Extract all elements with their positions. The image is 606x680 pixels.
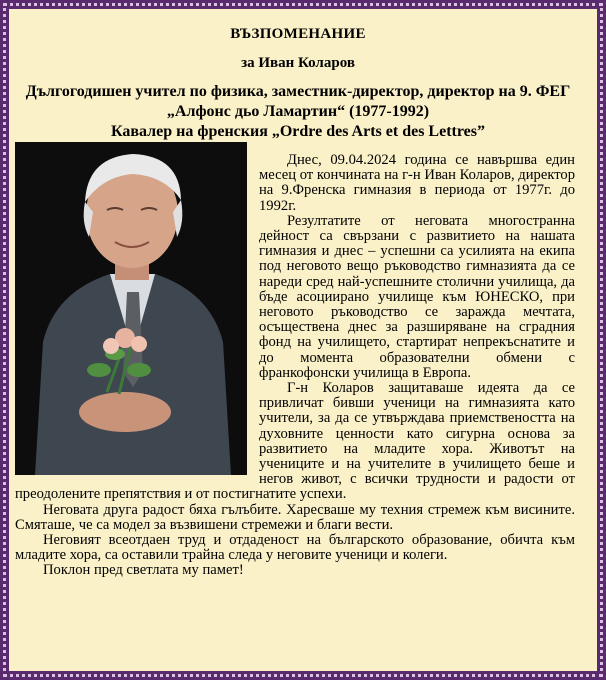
- paragraph-2: Резултатите от неговата многостранна дейност са свързани с развитието на нашата гимназия и днес – успешни са усилията на екипа под неговото вещо ръководство гимназията да се нареди сред най-успешните столични училища, да бъде асоциирано училище към ЮНЕСКО, при неговото ръководство се заражда мечтата, осъществена днес за разширяване на сградния фонд на училището, стартират непрекъснатите и до момента образователни обмени с франкофонски училища в Европа.: [259, 212, 575, 381]
- memorial-subtitle: за Иван Коларов: [241, 55, 355, 71]
- paragraph-6: Поклон пред светлата му памет!: [43, 562, 244, 579]
- memorial-title: ВЪЗПОМЕНАНИЕ: [230, 26, 366, 42]
- memorial-role-line: Дългогодишен учител по физика, заместник-директор, директор на 9. ФЕГ „Алфонс дьо Ламартин“ (1977-1992): [25, 83, 571, 120]
- memorial-award-line: Кавалер на френския „Ordre des Arts et des Lettres”: [111, 123, 485, 140]
- memorial-text: [15, 153, 575, 579]
- paragraph-3: Г-н Коларов защитаваше идеята да се привличат бивши ученици на гимназията като учители, за да се утвърждава приемствеността на духовните ценности като сигурна основа за развитието на младите хора. Животът на учениците и на учителите в училището беше и негов живот, с всички трудности и радости от преодолените препятствия и от постигнатите успехи.: [15, 380, 575, 503]
- memorial-content: [12, 10, 584, 142]
- paragraph-5: Неговият всеотдаен труд и отдаденост на българското образование, обичта към младите хора, са оставили трайна следа у неговите ученици и колеги.: [15, 532, 575, 564]
- photo-spacer: [15, 153, 259, 473]
- paragraph-4: Неговата друга радост бяха гълъбите. Харесваше му техния стремеж към висините. Смяташе, че са модел за възвишени стремежи и благи вести.: [15, 501, 575, 533]
- paragraph-1: Днес, 09.04.2024 година се навършва един месец от кончината на г-н Иван Коларов, директор на 9.Френска гимназия в периода от 1977г. до 1992г.: [259, 152, 575, 214]
